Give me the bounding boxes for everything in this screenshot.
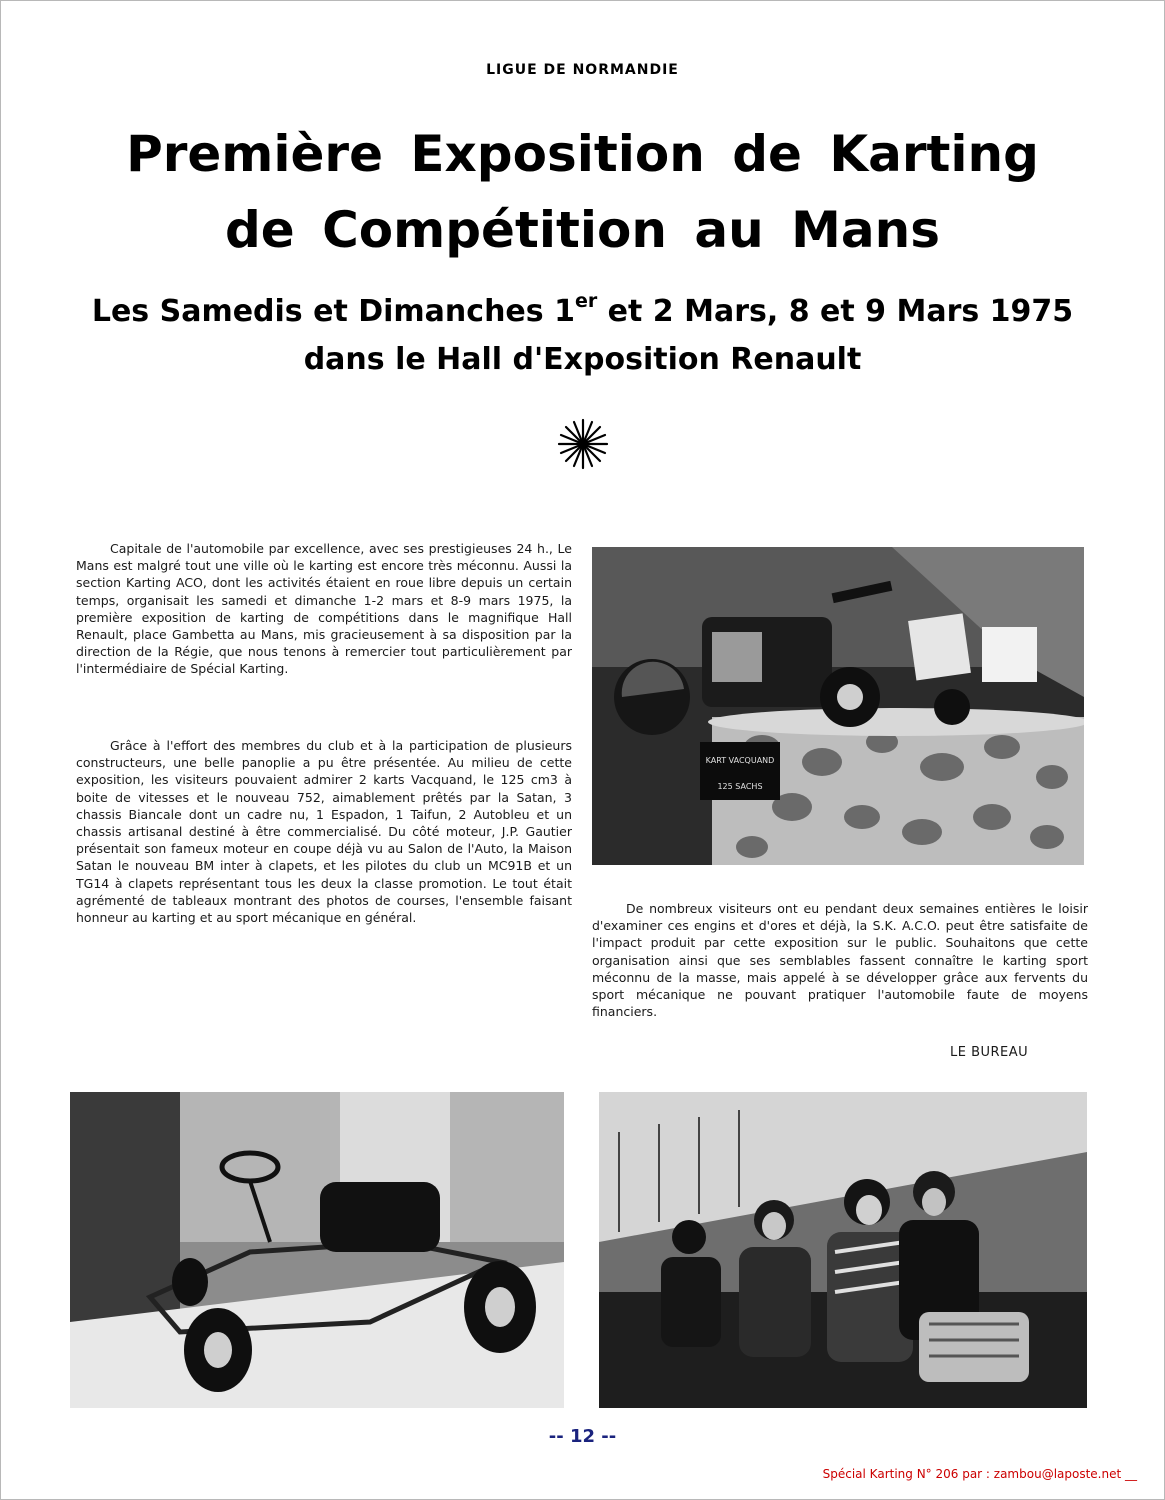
subtitle-line-2: dans le Hall d'Exposition Renault — [303, 342, 862, 377]
photo-exhibition-visitors — [599, 1092, 1087, 1408]
page-number: -- 12 -- — [548, 1426, 617, 1447]
article-paragraph-3: De nombreux visiteurs ont eu pendant deux semaines entières le loisir d'examiner ces engins et d'ores et déjà, la S.K. A.C.O. peut être satisfaite de l'impact produit par cette exposition sur le public. Souhaitons que cette organisation ainsi que ses semblables fassent connaître le karting sport méconnu de la masse, mais appelé à se développer grâce aux fervents du sport mécanique ne pouvant pratiquer l'automobile faute de moyens financiers. — [592, 901, 1088, 1020]
photo1-sign-line-2: 125 SACHS — [717, 782, 763, 791]
subtitle-line-1a: Les Samedis et Dimanches 1 — [91, 294, 575, 329]
article-paragraph-1: Capitale de l'automobile par excellence, avec ses prestigieuses 24 h., Le Mans est malgré tout une ville où le karting est encore très méconnu. Aussi la section Karting ACO, dont les activités étaient en roue libre depuis un certain temps, organisait les samedi et dimanche 1-2 mars et 8-9 mars 1975, la première exposition de karting de compétitions dans le magnifique Hall Renault, place Gambetta au Mans, mis gracieusement à sa disposition par la direction de la Régie, que nous tenons à remercier tout particulièrement par l'intermédiaire de Spécial Karting. — [76, 541, 572, 677]
subtitle-line-1b: et 2 Mars, 8 et 9 Mars 1975 — [597, 294, 1074, 329]
article-paragraph-2: Grâce à l'effort des membres du club et à la participation de plusieurs constructeurs, une belle panoplie a pu être présentée. Au milieu de cette exposition, les visiteurs pouvaient admirer 2 karts Vacquand, le 125 cm3 à boite de vitesses et le nouveau 752, aimablement prêtés par la Satan, 3 chassis Biancale dont un cadre nu, 1 Espadon, 1 Taifun, 2 Autobleu et un chassis artisanal destiné à être commercialisé. Du côté moteur, J.P. Gautier présentait son fameux moteur en coupe déjà vu au Salon de l'Auto, la Maison Satan le nouveau BM inter à clapets, et les pilotes du club un MC91B et un TG14 à clapets représentant tous les deux la classe promotion. Le tout était agrémenté de tableaux montrant des photos de courses, l'ensemble faisant honneur au karting et au sport mécanique en général. — [76, 738, 572, 926]
article-signature: LE BUREAU — [950, 1045, 1029, 1060]
subtitle-sup: er — [574, 290, 598, 312]
league-heading: LIGUE DE NORMANDIE — [486, 62, 679, 78]
footer-credit: Spécial Karting N° 206 par : zambou@laposte.net __ — [822, 1467, 1137, 1481]
article-subtitle — [40, 288, 1125, 384]
title-line-2: de Compétition au Mans — [225, 201, 940, 259]
title-line-1: Première Exposition de Karting — [126, 125, 1039, 183]
article-title — [60, 116, 1105, 268]
photo-kart-chassis — [70, 1092, 564, 1408]
photo-kart-display — [592, 547, 1084, 865]
star-ornament-icon — [557, 418, 609, 470]
photo1-sign-line-1: KART VACQUAND — [705, 756, 775, 765]
